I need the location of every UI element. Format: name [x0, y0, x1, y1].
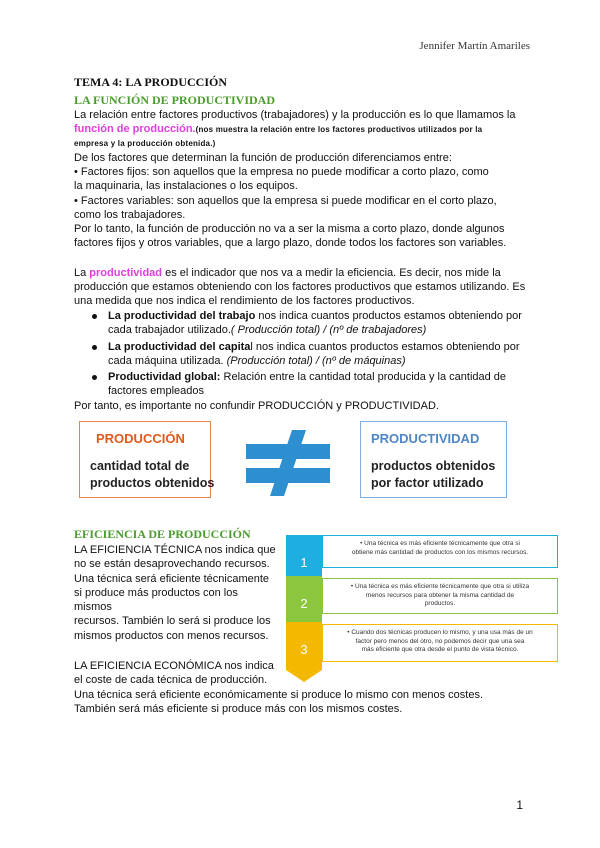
paragraph-line: una medida que nos indica el rendimiento de los factores productivos.	[74, 295, 415, 307]
term-productividad: productividad	[89, 267, 163, 279]
produccion-box-line: productos obtenidos	[90, 476, 215, 490]
step-text: obtiene más cantidad de productos con los mismos recursos.	[351, 548, 529, 556]
bullet-line	[108, 370, 506, 384]
text-span: l nos indica cuantos productos estamos obteniendo por	[250, 341, 520, 353]
bullet-line	[108, 323, 426, 337]
text-span: nos indica cuantos productos estamos obteniendo por	[255, 310, 522, 322]
step-text: • Cuando dos técnicas producen lo mismo, y una usa más de un	[347, 629, 533, 636]
bold-term: La productividad del trabajo	[108, 310, 256, 322]
bullet-dot	[92, 314, 97, 319]
factores-fijos-line: la maquinaria, las instalaciones o los equipos.	[74, 180, 298, 192]
step-number: 2	[300, 596, 308, 611]
paragraph-line: producción que estamos obteniendo con los factores productivos que estamos utilizando. Es	[74, 281, 526, 293]
factores-fijos-line: • Factores fijos: son aquellos que la empresa no puede modificar a corto plazo, como	[74, 166, 489, 178]
produccion-box-line: cantidad total de	[90, 459, 190, 473]
factores-variables-line: como los trabajadores.	[74, 209, 186, 221]
productividad-box-title: PRODUCTIVIDAD	[371, 431, 480, 446]
step-box-3	[322, 624, 558, 662]
paragraph-line: De los factores que determinan la función de producción diferenciamos entre:	[74, 152, 452, 164]
paragraph-line: si produce más productos con los	[74, 587, 238, 599]
productividad-box	[360, 421, 507, 498]
paragraph-line: no se están desaprovechando recursos.	[74, 558, 270, 570]
text-span: cada máquina utilizada.	[108, 355, 224, 367]
paragraph-line: LA EFICIENCIA ECONÓMICA nos indica	[74, 660, 274, 672]
section-heading-productividad: LA FUNCIÓN DE PRODUCTIVIDAD	[74, 93, 276, 107]
step-text: productos.	[424, 600, 456, 607]
paragraph-line: También será más eficiente si produce más con los mismos costes.	[74, 703, 403, 715]
step-text: factor pero menos del otro, no podemos decir que una sea	[355, 637, 525, 645]
bullet-dot	[92, 345, 97, 350]
step-number: 3	[300, 642, 308, 657]
paragraph-line: LA EFICIENCIA TÉCNICA nos indica que	[74, 544, 276, 556]
step-chevron-3	[286, 622, 322, 682]
produccion-box	[79, 421, 215, 498]
text-span: cada trabajador utilizado.	[108, 324, 231, 336]
paragraph-line	[74, 266, 501, 280]
author-name: Jennifer Martín Amariles	[419, 40, 530, 52]
text-span: Relación entre la cantidad total producida y la cantidad de	[220, 371, 507, 383]
produccion-box-title: PRODUCCIÓN	[96, 431, 185, 446]
bullet-dot	[92, 375, 97, 380]
paragraph-line: Una técnica será eficiente técnicamente	[74, 573, 270, 585]
bold-term: Productividad global:	[108, 371, 221, 383]
bullet-line: factores empleados	[108, 385, 204, 397]
paragraph-line: La relación entre factores productivos (trabajadores) y la producción es lo que llamamos la	[74, 109, 516, 121]
paragraph-line: recursos. También lo será si produce los	[74, 615, 271, 627]
formula-text: (Producción total) / (nº de máquinas)	[226, 355, 406, 367]
paragraph-line: Por tanto, es importante no confundir PRODUCCIÓN y PRODUCTIVIDAD.	[74, 400, 439, 412]
bold-term: La productividad del capita	[108, 341, 251, 353]
productividad-box-line: productos obtenidos	[371, 459, 496, 473]
formula-text: ( Producción total) / (nº de trabajadores)	[230, 324, 427, 336]
step-text: • Una técnica es más eficiente técnicamente que otra si utiliza	[350, 583, 530, 590]
section-heading-eficiencia: EFICIENCIA DE PRODUCCIÓN	[74, 527, 251, 541]
page-title: TEMA 4: LA PRODUCCIÓN	[74, 75, 228, 89]
text-span: es el indicador que nos va a medir la eficiencia. Es decir, nos mide la	[162, 267, 501, 279]
paragraph-line: el coste de cada técnica de producción.	[74, 674, 268, 686]
note-text: (nos muestra la relación entre los factores productivos utilizados por la	[195, 125, 483, 134]
paragraph-line	[74, 122, 482, 137]
text-span: La	[74, 267, 90, 279]
step-number: 1	[300, 555, 308, 570]
not-equal-icon	[240, 430, 336, 496]
bullet-line	[108, 354, 406, 368]
productividad-box-line: por factor utilizado	[371, 476, 484, 490]
step-box-2	[322, 578, 558, 614]
note-text: empresa y la producción obtenida.)	[74, 139, 216, 148]
paragraph-line: factores fijos y otros variables, que a largo plazo, donde todos los factores son variables.	[74, 237, 507, 249]
step-text: • Una técnica es más eficiente técnicamente que otra si	[360, 540, 520, 547]
paragraph-line: Por lo tanto, la función de producción no va a ser la misma a corto plazo, donde algunos	[74, 223, 505, 235]
step-text: menos recursos para obtener la misma cantidad de	[365, 591, 515, 599]
step-box-1	[322, 535, 558, 568]
paragraph-line: mismos	[74, 601, 112, 613]
term-funcion-produccion: función de producción.	[74, 123, 196, 135]
factores-variables-line: • Factores variables: son aquellos que la empresa si puede modificar en el corto plazo,	[74, 195, 497, 207]
paragraph-line: mismos productos con menos recursos.	[74, 630, 269, 642]
bullet-line	[108, 309, 522, 323]
step-text: más eficiente que otra desde el punto de vista técnico.	[361, 646, 519, 653]
paragraph-line: Una técnica será eficiente económicamente si produce lo mismo con menos costes.	[74, 689, 484, 701]
page-number: 1	[516, 798, 523, 812]
bullet-line	[108, 340, 519, 354]
